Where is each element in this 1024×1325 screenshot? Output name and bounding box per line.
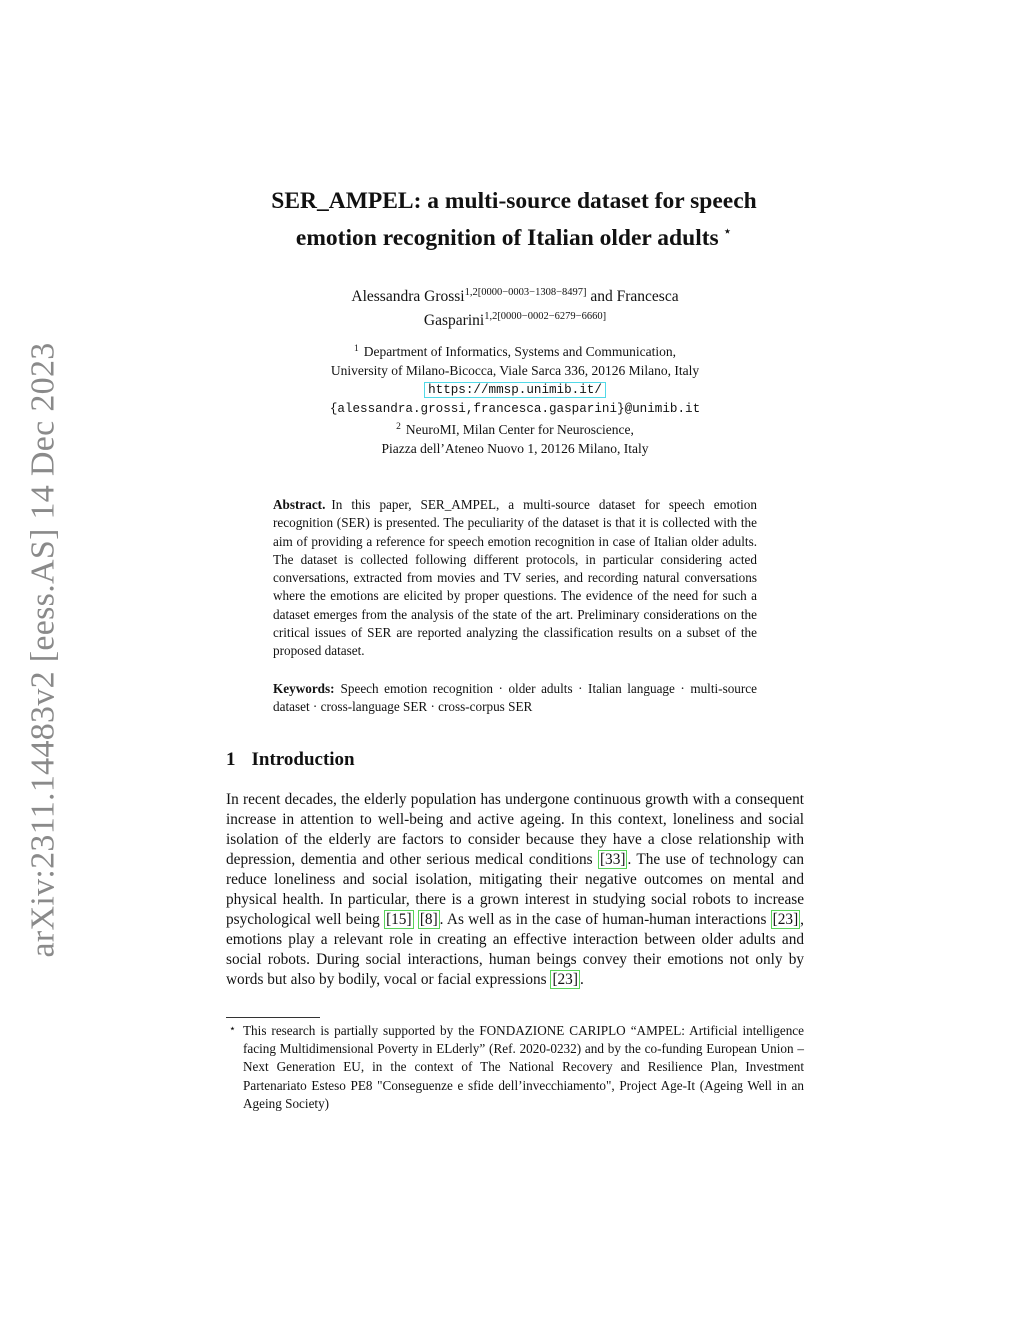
affiliation-2-number: 2 bbox=[396, 422, 401, 433]
citation-link-33[interactable]: [33] bbox=[599, 851, 626, 868]
intro-text-6: . bbox=[579, 971, 584, 988]
affiliation-2-line-1 bbox=[250, 418, 780, 440]
author-1-orcid: 1,2[0000−0003−1308−8497] bbox=[464, 287, 587, 298]
affiliation-2-address: Piazza dell’Ateneo Nuovo 1, 20126 Milano, Italy bbox=[381, 440, 649, 456]
intro-text-2: . The use of technology can reduce loneliness and social isolation, mitigating their negative outcomes on mental and physical health. In particular, there is a grown interest in studying social robots to increase psychological well being bbox=[226, 851, 804, 928]
footnote-mark: ⋆ bbox=[229, 1023, 236, 1035]
affiliation-1-department: Department of Informatics, Systems and Communication, bbox=[363, 344, 677, 359]
intro-text-4: . As well as in the case of human-human interactions bbox=[439, 911, 771, 928]
affiliation-1-address: University of Milano-Bicocca, Viale Sarca 336, 20126 Milano, Italy bbox=[330, 362, 700, 378]
author-line-2 bbox=[250, 307, 780, 331]
footnote bbox=[226, 1022, 804, 1113]
citation-link-23[interactable]: [23] bbox=[772, 911, 799, 928]
keywords bbox=[273, 680, 757, 717]
affiliation-1-line-1 bbox=[250, 340, 780, 362]
abstract-text: In this paper, SER_AMPEL, a multi-source dataset for speech emotion recognition (SER) is presented. The peculiarity of the dataset is that it is collected with the aim of providing a reference for speech emotion recognition in case of Italian older adults. The dataset is collected following different protocols, in particular considering acted conversations, extracted from movies and TV series, and recording natural conversations where the emotions are elicited by proper questions. The evidence of the need for such a dataset emerges from the analysis of the state of the art. Preliminary considerations on the critical issues of SER are reported analyzing the classification results on a subset of the proposed dataset. bbox=[273, 497, 757, 659]
author-2-name: Gasparini bbox=[423, 312, 485, 329]
arxiv-identifier: arXiv:2311.14483v2 [eess.AS] 14 Dec 2023 bbox=[25, 342, 62, 958]
abstract-label: Abstract. bbox=[273, 497, 326, 512]
author-1-name: Alessandra Grossi bbox=[351, 288, 465, 305]
affiliation-1-number: 1 bbox=[353, 344, 359, 354]
citation-link-15[interactable]: [15] bbox=[386, 911, 412, 928]
affiliation-url-line bbox=[250, 380, 780, 400]
citation-link-8[interactable]: [8] bbox=[419, 911, 438, 928]
section-heading-introduction bbox=[226, 748, 355, 772]
affiliation-2-center: NeuroMI, Milan Center for Neuroscience, bbox=[405, 422, 634, 438]
intro-text-1: In recent decades, the elderly population has undergone continuous growth with a consequent increase in attention to well-being and active ageing. In this context, loneliness and social isolation of the elderly are factors to consider because they have a close relationship with depression, dementia and other serious medical conditions bbox=[226, 791, 804, 868]
keywords-text: Speech emotion recognition · older adults · Italian language · multi-source dataset · cross-language SER · cross-corpus SER bbox=[273, 681, 757, 715]
intro-text-5: , emotions play a relevant role in creating an effective interaction between older adults and social robots. During social interactions, human beings convey their emotions not only by words but also by bodily, vocal or facial expressions bbox=[226, 911, 804, 988]
affiliations bbox=[250, 340, 780, 459]
title-footnote-mark: ⋆ bbox=[722, 224, 733, 240]
affiliation-url-link[interactable]: https://mmsp.unimib.it/ bbox=[424, 382, 606, 398]
keywords-label: Keywords: bbox=[273, 681, 335, 696]
section-number: 1 bbox=[226, 749, 236, 770]
author-list bbox=[250, 283, 780, 331]
introduction-paragraph bbox=[226, 790, 804, 990]
footnote-divider bbox=[226, 1017, 320, 1018]
author-emails: {alessandra.grossi,francesca.gasparini}@unimib.it bbox=[329, 401, 701, 416]
footnote-text: This research is partially supported by the FONDAZIONE CARIPLO “AMPEL: Artificial intelligence facing Multidimensional Poverty in ELderly” (Ref. 2020-0232) and by the co-funding European Union – Next Generation EU, in the context of The National Recovery and Resilience Plan, Investment Partenariato Esteso PE8 "Conseguenze e sfide dell’invecchiamento", Project Age-It (Ageing Well in an Ageing Society) bbox=[243, 1023, 804, 1111]
title-line-2 bbox=[200, 217, 828, 254]
citation-link-23-second[interactable]: [23] bbox=[552, 971, 578, 988]
arxiv-side-stamp bbox=[18, 342, 70, 958]
abstract bbox=[273, 496, 757, 661]
title-line-2-text: emotion recognition of Italian older adults bbox=[295, 225, 719, 251]
author-connector: and Francesca bbox=[586, 288, 679, 305]
author-2-orcid: 1,2[0000−0002−6279−6660] bbox=[484, 311, 607, 322]
section-title: Introduction bbox=[251, 749, 355, 770]
title-line-1: SER_AMPEL: a multi-source dataset for speech bbox=[271, 188, 757, 214]
author-line-1 bbox=[250, 283, 780, 307]
paper-title bbox=[200, 186, 828, 254]
